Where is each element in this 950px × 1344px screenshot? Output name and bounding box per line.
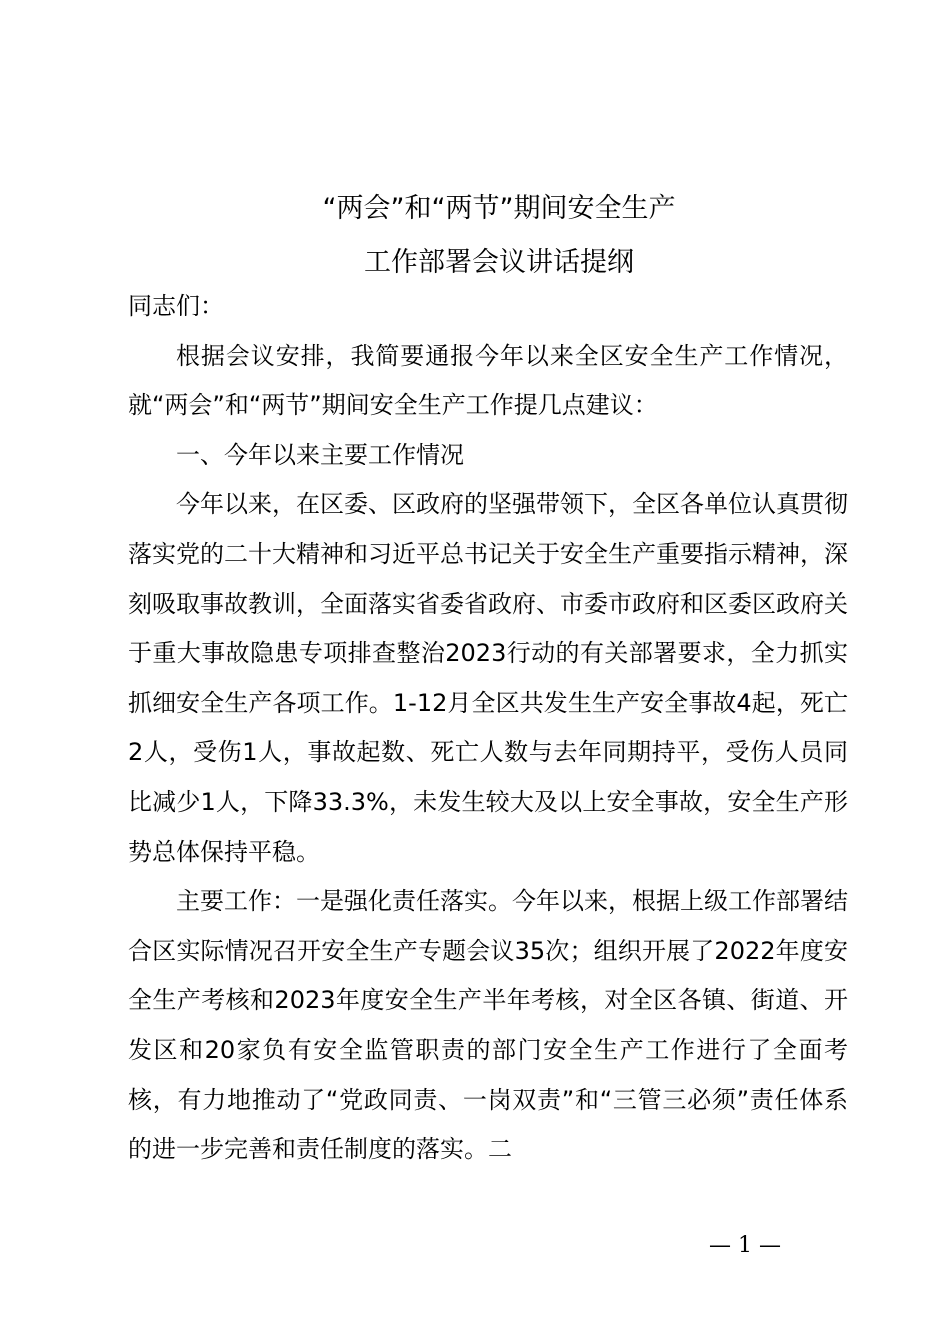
page-number: — 1 — xyxy=(709,1233,781,1258)
document-body xyxy=(128,282,848,1175)
document-title xyxy=(0,182,950,290)
title-line-2: 工作部署会议讲话提纲 xyxy=(364,247,634,278)
section-heading-1: 一、今年以来主要工作情况 xyxy=(176,440,464,469)
paragraph-main-work: 主要工作：一是强化责任落实。今年以来，根据上级工作部署结合区实际情况召开安全生产专题会议35次；组织开展了2022年度安全生产考核和2023年度安全生产半年考核，对全区各镇、街道、开发区和20家负有安全监管职责的部门安全生产工作进行了全面考核，有力地推动了“党政同责、一岗双责”和“三管三必须”责任体系的进一步完善和责任制度的落实。二 xyxy=(128,887,848,1164)
paragraph-overview: 今年以来，在区委、区政府的坚强带领下，全区各单位认真贯彻落实党的二十大精神和习近平总书记关于安全生产重要指示精神，深刻吸取事故教训，全面落实省委省政府、市委市政府和区委区政府关于重大事故隐患专项排查整治2023行动的有关部署要求，全力抓实抓细安全生产各项工作。1-12月全区共发生生产安全事故4起，死亡2人，受伤1人，事故起数、死亡人数与去年同期持平，受伤人员同比减少1人，下降33.3%，未发生较大及以上安全事故，安全生产形势总体保持平稳。 xyxy=(128,490,848,866)
paragraph-intro: 根据会议安排，我简要通报今年以来全区安全生产工作情况，就“两会”和“两节”期间安全生产工作提几点建议： xyxy=(128,341,848,420)
title-line-1: “两会”和“两节”期间安全生产 xyxy=(322,193,676,224)
salutation: 同志们： xyxy=(128,292,224,320)
